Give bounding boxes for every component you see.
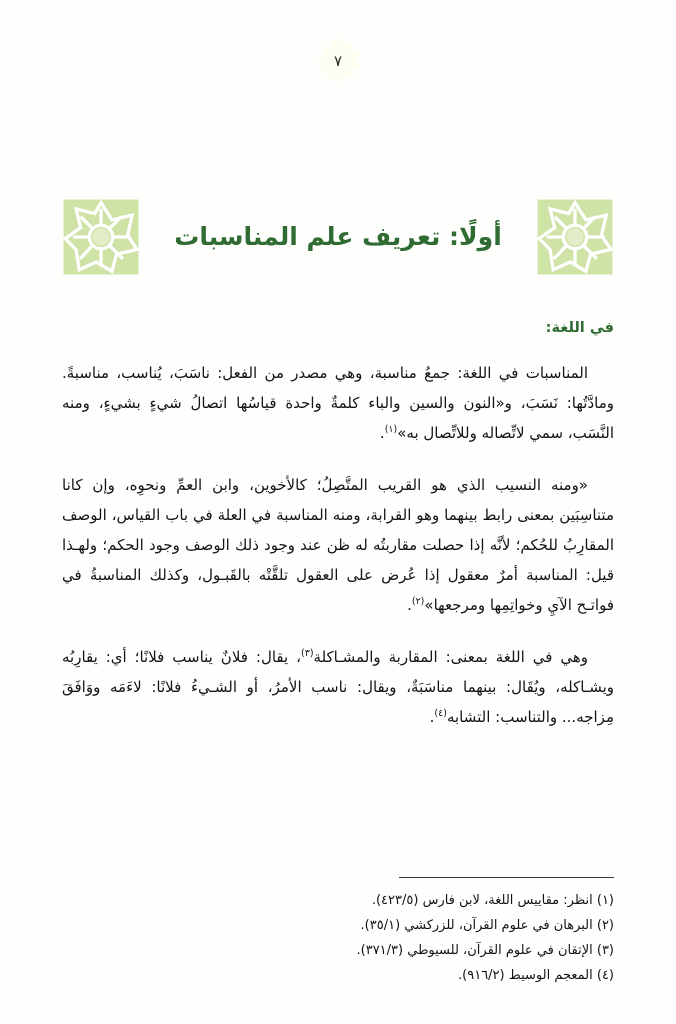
islamic-star-pattern-icon-left [62, 198, 140, 276]
islamic-star-pattern-icon-right [536, 198, 614, 276]
footnote-ref-3[interactable]: (٣) [300, 648, 314, 659]
paragraph-3-text: وهي في اللغة بمعنى: المقاربة والمشـاكلة [313, 648, 588, 666]
subheading-fi-allugha: في اللغة: [545, 320, 614, 336]
footnote-ref-4[interactable]: (٤) [434, 708, 447, 719]
page-number: ٧ [333, 52, 343, 70]
paragraph-1-text: المناسبات في اللغة: جمعُ مناسبة، وهي مصدر من الفعل: ناسَبَ، يُناسب، مناسبةً. ومادَّتُها: نَسَبَ، و«النون والسين والباء كلمةٌ واحدة قياسُها اتصالُ شيءٍ بشيءٍ، ومنه النَّسَب، سمي لاتِّصاله وللاتِّصال به» [62, 364, 614, 442]
paragraph-3-rest: ، يقال: فلانٌ يناسب فلانًا؛ أي: يقارِبُه ويشـاكله، ويُقَال: بينهما مناسَبَةٌ، ويقال: ناسب الأمرُ، أو الشـيءُ فلانًا: لاءَمَه ووَافَقَ مِزاجه... والتناسب: التشابه [62, 648, 614, 726]
footnote-item-4: (٤) المعجم الوسيط (٩١٦/٢). [458, 968, 614, 983]
paragraph-2-text: «ومنه النسيب الذي هو القريب المتَّصِلُ؛ كالأخوين، وابن العمِّ ونحوِه، وإن كانا متناسِبَين بمعنى رابط بينهما وهو القرابة، ومنه المناسبة في العلة في باب القياس، الوصف المقارِبُ للحُكم؛ لأنَّه إذا حصلت مقاربتُه له ظن عند وجود ذلك الوصف وجود الحكم؛ ولهـذا قيل: المناسبة أمرٌ معقول إذا عُرض على العقول تلقَّتْه بالقَبـول، وكذلك المناسبةُ في فواتـح الآيِ وخواتِمِها ومرجعها» [62, 476, 614, 614]
paragraph-quotation: «ومنه النسيب الذي هو القريب المتَّصِلُ؛ كالأخوين، وابن العمِّ ونحوِه، وإن كانا متناسِبَين بمعنى رابط بينهما وهو القرابة، ومنه المناسبة في العلة في باب القياس، الوصف المقارِبُ للحُكم؛ لأنَّه إذا حصلت مقاربتُه له ظن عند وجود ذلك الوصف وجود الحكم؛ ولهـذا قيل: المناسبة أمرٌ معقول إذا عُرض على العقول تلقَّتْه بالقَبـول، وكذلك المناسبةُ في فواتـح الآيِ وخواتِمِها ومرجعها»$^{(٢)}$. [62, 476, 614, 614]
footnote-separator [399, 877, 614, 878]
footnotes-section [62, 877, 614, 988]
footnote-item-3: (٣) الإتقان في علوم القرآن، للسيوطي (٣٧١/٣). [356, 943, 614, 958]
section-title-band [62, 196, 614, 278]
paragraph-lexical-meaning: وهي في اللغة بمعنى: المقاربة والمشـاكلة$^{(٣)}$، يقال: فلانٌ يناسب فلانًا؛ أي: يقارِبُه ويشـاكله، ويُقَال: بينهما مناسَبَةٌ، ويقال: ناسب الأمرُ، أو الشـيءُ فلانًا: لاءَمَه ووَافَقَ مِزاجه... والتناسب: التشابه$^{(٤)}$. [62, 648, 614, 726]
folio-badge [315, 38, 361, 84]
footnote-list [62, 888, 614, 988]
footnote-ref-2[interactable]: (٢) [411, 596, 425, 607]
page-title: أولًا: تعريف علم المناسبات [174, 222, 502, 252]
footnote-item-1: (١) انظر: مقاييس اللغة، لابن فارس (٤٢٣/٥). [371, 893, 614, 908]
footnote-item-2: (٢) البرهان في علوم القرآن، للزركشي (٣٥/١). [360, 918, 614, 933]
paragraph-definition: المناسبات في اللغة: جمعُ مناسبة، وهي مصدر من الفعل: ناسَبَ، يُناسب، مناسبةً. ومادَّتُها: نَسَبَ، و«النون والسين والباء كلمةٌ واحدة قياسُها اتصالُ شيءٍ بشيءٍ، ومنه النَّسَب، سمي لاتِّصاله وللاتِّصال به»$^{(١)}$. [62, 364, 614, 442]
folio-container [0, 38, 676, 84]
footnote-ref-1[interactable]: (١) [384, 424, 398, 435]
body-content [62, 320, 614, 756]
